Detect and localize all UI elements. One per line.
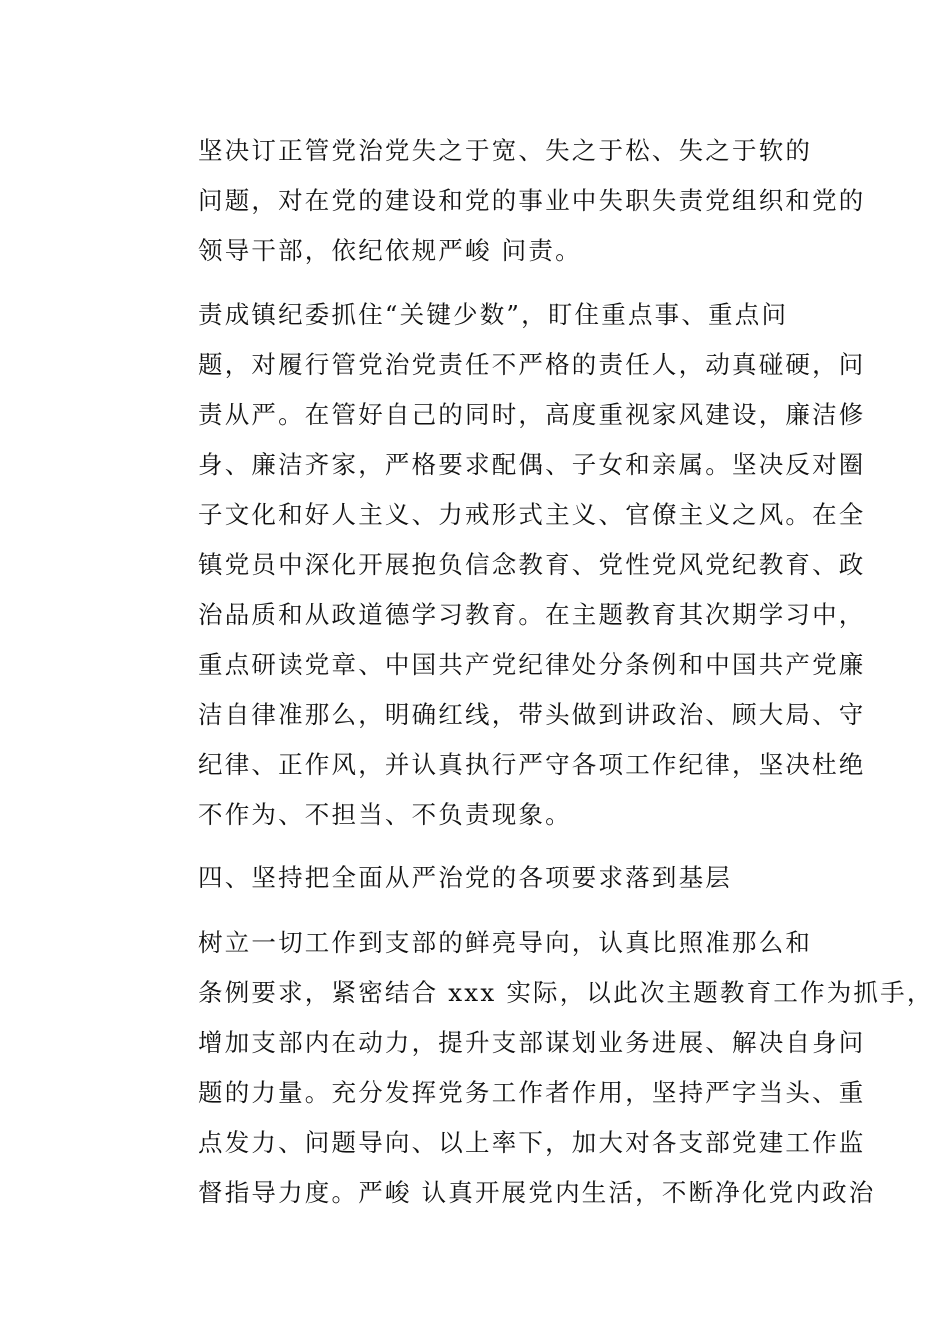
text-line: 问题，对在党的建设和党的事业中失职失责党组织和党的 bbox=[198, 186, 866, 215]
section-heading bbox=[146, 853, 811, 903]
text-line: 树立一切工作到支部的鲜亮导向，认真比照准那么和 bbox=[198, 928, 813, 957]
text-line: 不作为、不担当、不负责现象。 bbox=[198, 800, 572, 829]
text-line: 治品质和从政道德学习教育。在主题教育其次期学习中， bbox=[198, 600, 866, 629]
text-line: 督指导力度。严峻 认真开展党内生活，不断净化党内政治 bbox=[198, 1178, 876, 1207]
text-line: 增加支部内在动力，提升支部谋划业务进展、解决自身问 bbox=[198, 1028, 866, 1057]
text-line: 身、廉洁齐家，严格要求配偶、子女和亲属。坚决反对圈 bbox=[198, 450, 866, 479]
text-line: 坚决订正管党治党失之于宽、失之于松、失之于软的 bbox=[198, 136, 813, 165]
paragraph-3 bbox=[146, 918, 934, 1218]
text-line: 领导干部，依纪依规严峻 问责。 bbox=[198, 236, 582, 265]
text-line: 纪律、正作风，并认真执行严守各项工作纪律，坚决杜绝 bbox=[198, 750, 866, 779]
text-line: 责从严。在管好自己的同时，高度重视家风建设，廉洁修 bbox=[198, 400, 866, 429]
text-line: 条例要求，紧密结合 xxx 实际，以此次主题教育工作为抓手， bbox=[198, 978, 934, 1007]
text-line: 题的力量。充分发挥党务工作者作用，坚持严字当头、重 bbox=[198, 1078, 866, 1107]
text-line: 责成镇纪委抓住“关键少数”，盯住重点事、重点问 bbox=[198, 300, 789, 329]
text-line: 镇党员中深化开展抱负信念教育、党性党风党纪教育、政 bbox=[198, 550, 866, 579]
text-line: 点发力、问题导向、以上率下，加大对各支部党建工作监 bbox=[198, 1128, 866, 1157]
text-line: 子文化和好人主义、力戒形式主义、官僚主义之风。在全 bbox=[198, 500, 866, 529]
text-line: 重点研读党章、中国共产党纪律处分条例和中国共产党廉 bbox=[198, 650, 866, 679]
heading-text: 四、坚持把全面从严治党的各项要求落到基层 bbox=[198, 863, 732, 892]
text-line: 题，对履行管党治党责任不严格的责任人，动真碰硬，问 bbox=[198, 350, 866, 379]
paragraph-2 bbox=[146, 290, 866, 840]
paragraph-1 bbox=[146, 126, 866, 276]
text-line: 洁自律准那么，明确红线，带头做到讲政治、顾大局、守 bbox=[198, 700, 866, 729]
